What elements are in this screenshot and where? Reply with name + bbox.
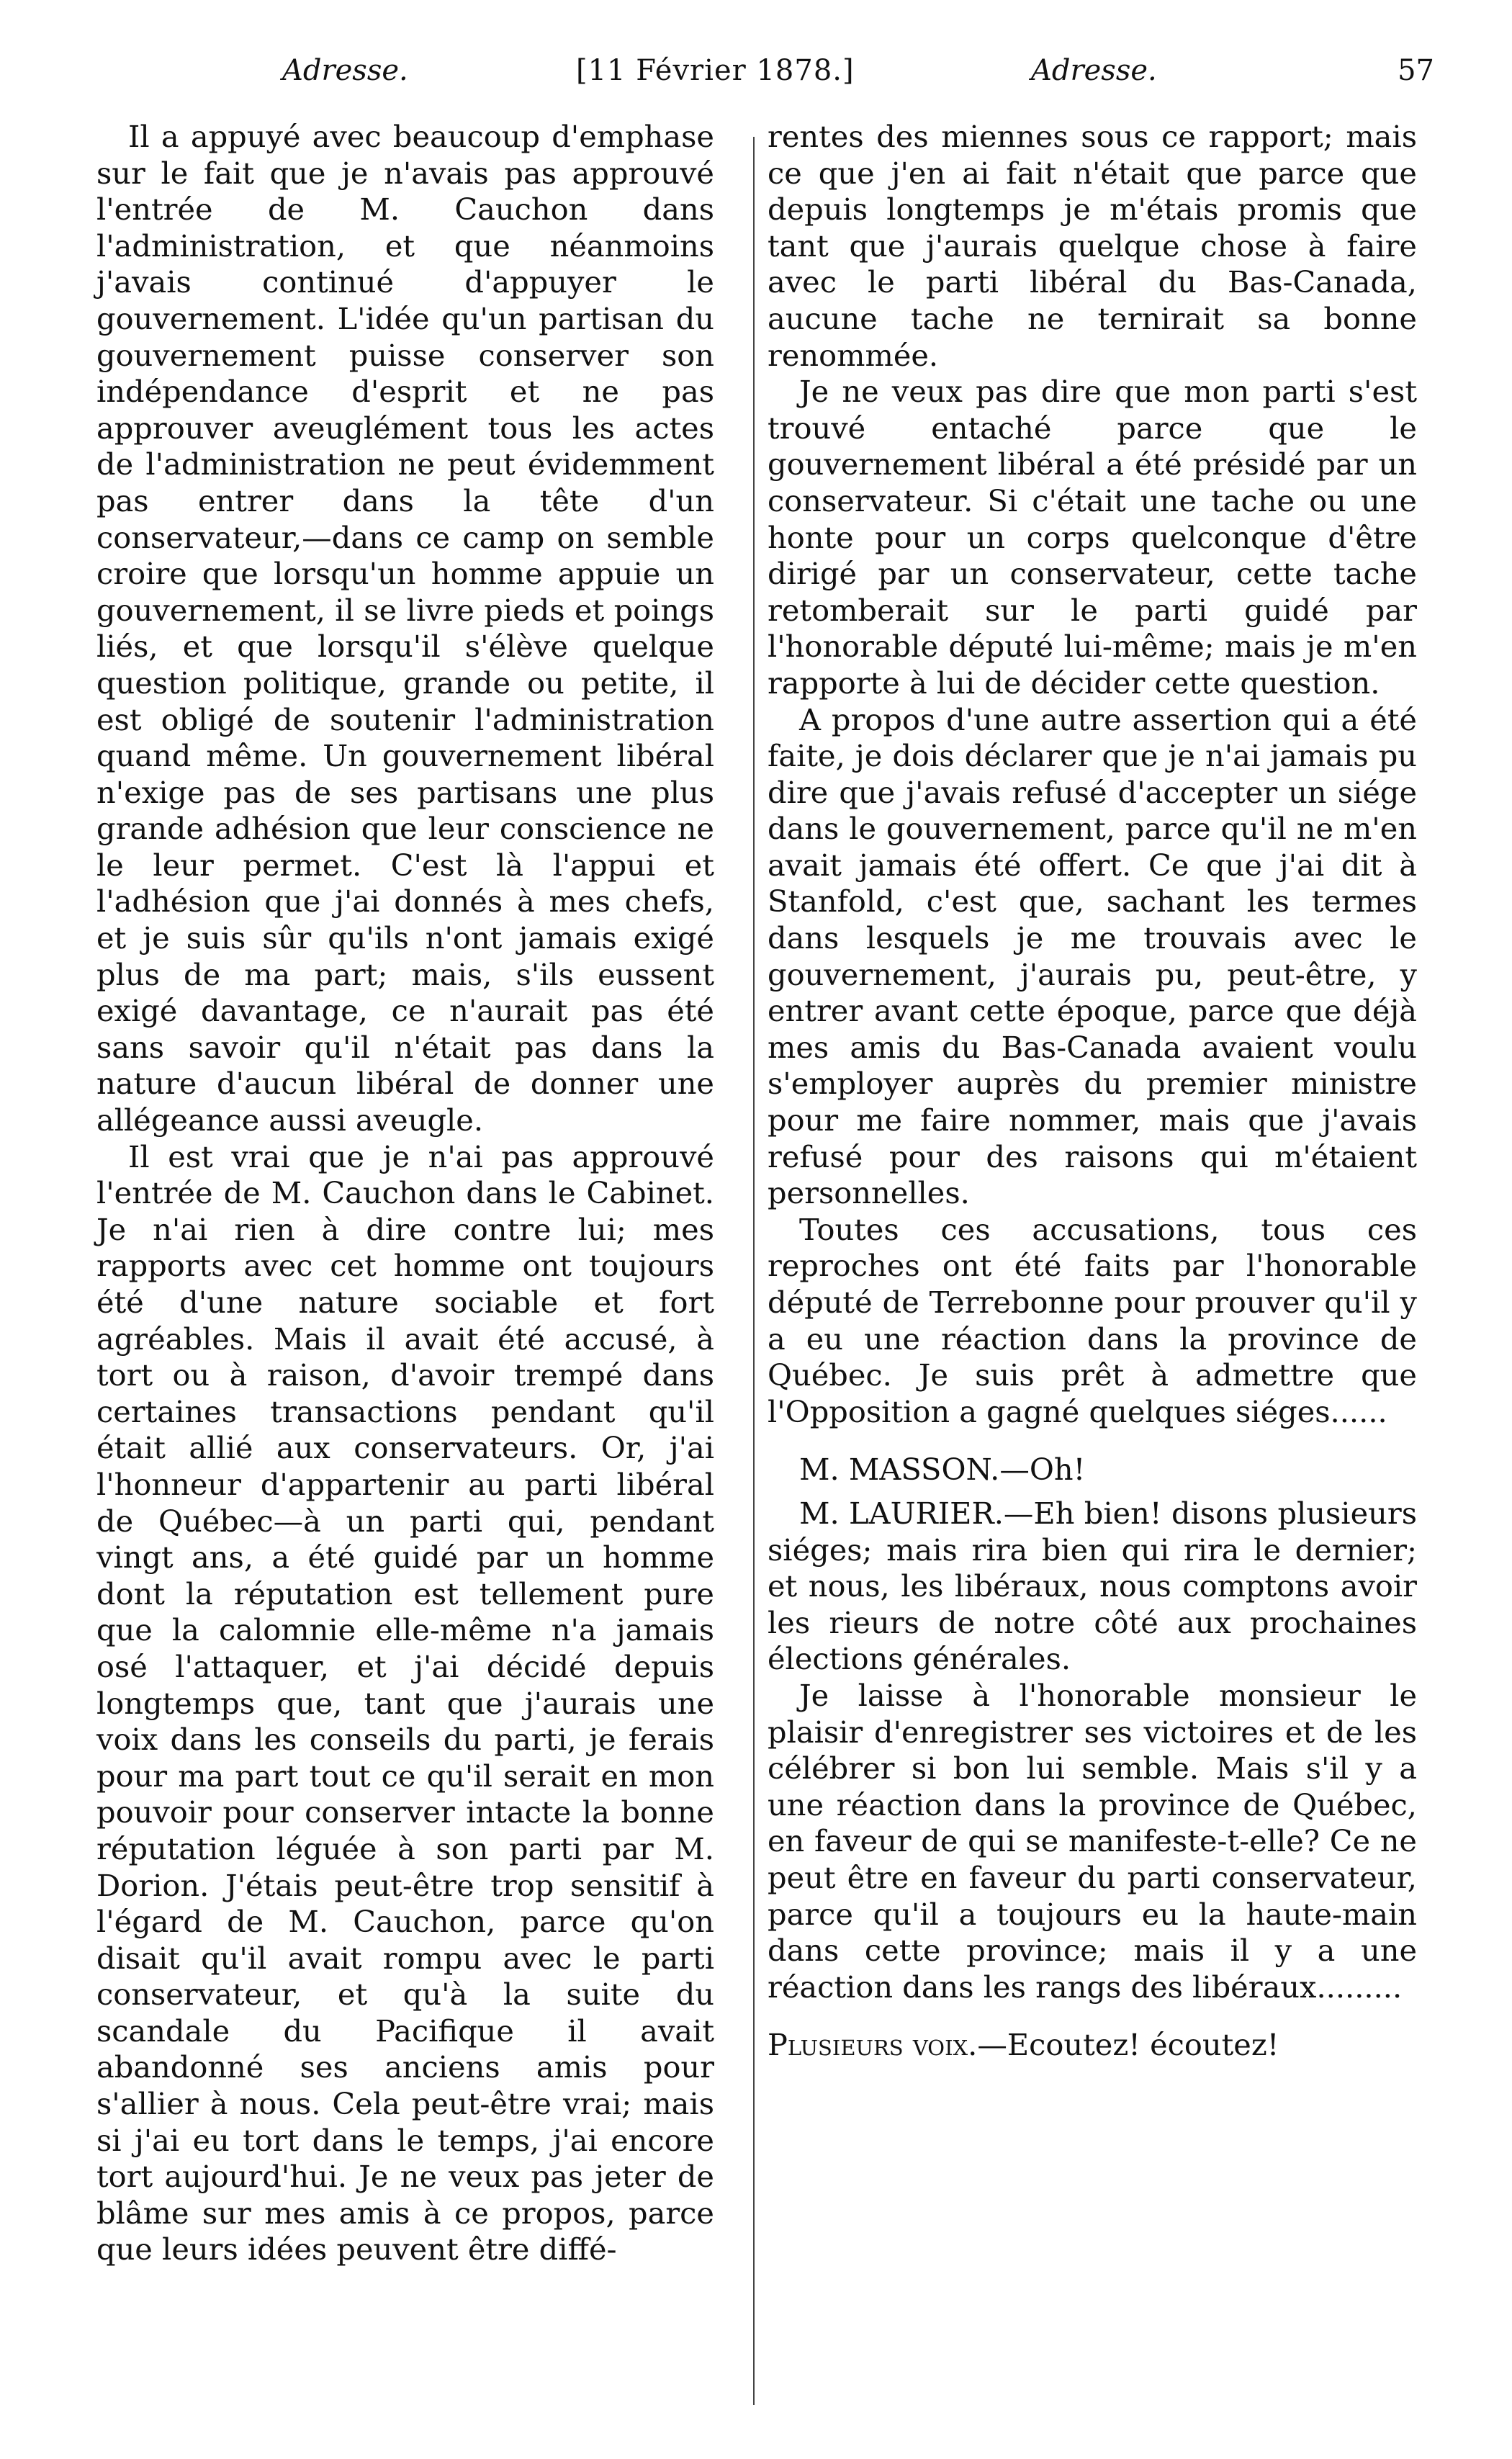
voices-line	[768, 2027, 1417, 2064]
speaker-interjection: M. MASSON.—Oh!	[799, 1452, 1086, 1488]
voices-label: Plusieurs voix.	[768, 2027, 978, 2063]
header-right-title: Adresse.	[1031, 54, 1157, 87]
header-left-title: Adresse.	[282, 54, 408, 87]
paragraph: Je ne veux pas dire que mon parti s'est trouvé entaché parce que le gouvernement libéral a été présidé par un conservateur. Si c'était une tache ou une honte pour un corps quelconque d'être dirigé par un conservateur, cette tache retomberait sur le parti guidé par l'honorable député lui-même; mais je m'en rapporte à lui de décider cette question.	[768, 374, 1417, 701]
paragraph: Il a appuyé avec beaucoup d'emphase sur le fait que je n'avais pas approuvé l'entrée de M. Cauchon dans l'administration, et que néanmoins j'avais continué d'appuyer le gouvernement. L'idée qu'un partisan du gouvernement puisse conserver son indépendance d'esprit et ne pas approuver aveuglément tous les actes de l'administration ne peut évidemment pas entrer dans la tête d'un conservateur,—dans ce camp on semble croire que lorsqu'un homme appuie un gouvernement, il se livre pieds et poings liés, et que lorsqu'il s'élève quelque question politique, grande ou petite, il est obligé de soutenir l'administration quand même. Un gouvernement libéral n'exige pas de ses partisans une plus grande adhésion que leur conscience ne le leur permet. C'est là l'appui et l'adhésion que j'ai donnés à mes chefs, et je suis sûr qu'ils n'ont jamais exigé plus de ma part; mais, s'ils eussent exigé davantage, ce n'aurait pas été sans savoir qu'il n'était pas dans la nature d'aucun libéral de donner une allégeance aussi aveugle.	[96, 119, 714, 1138]
paragraph: A propos d'une autre assertion qui a été faite, je dois déclarer que je n'ai jamais pu dire que j'avais refusé d'accepter un siége dans le gouvernement, parce qu'il ne m'en avait jamais été offert. Ce que j'ai dit à Stanfold, c'est que, sachant les termes dans lesquels je me trouvais avec le gouvernement, j'aurais pu, peut-être, y entrer avant cette époque, parce que déjà mes amis du Bas-Canada avaient voulu s'employer auprès du premier ministre pour me faire nommer, mais que j'avais refusé pour des raisons qui m'étaient personnelles.	[768, 701, 1417, 1211]
paragraph: Je laisse à l'honorable monsieur le plaisir d'enregistrer ses victoires et de les célébrer si bon lui semble. Mais s'il y a une réaction dans la province de Québec, en faveur de qui se manifeste-t-elle? Ce ne peut être en faveur du parti conservateur, parce qu'il a toujours eu la haute-main dans cette province; mais il y a une réaction dans les rangs des libéraux.........	[768, 1677, 1417, 2005]
page-number: 57	[1398, 54, 1434, 87]
paragraph-continuation: rentes des miennes sous ce rapport; mais ce que j'en ai fait n'était que parce que depuis longtemps je m'étais promis que tant que j'aurais quelque chose à faire avec le parti libéral du Bas-Canada, aucune tache ne ternirait sa bonne renommée.	[768, 119, 1417, 373]
running-header	[0, 49, 1512, 99]
speaker-speech: M. LAURIER.—Eh bien! disons plusieurs siéges; mais rira bien qui rira le dernier; et nous, les libéraux, nous comptons avoir les rieurs de notre côté aux prochaines élections générales.	[768, 1495, 1417, 1677]
right-column	[768, 119, 1417, 2064]
paragraph: Toutes ces accusations, tous ces reproches ont été faits par l'honorable député de Terrebonne pour prouver qu'il y a eu une réaction dans la province de Québec. Je suis prêt à admettre que l'Opposition a gagné quelques siéges......	[768, 1211, 1417, 1429]
left-column	[96, 119, 714, 2268]
voices-text: —Ecoutez! écoutez!	[977, 2027, 1279, 2063]
header-date: [11 Février 1878.]	[576, 54, 855, 87]
paragraph: Il est vrai que je n'ai pas approuvé l'entrée de M. Cauchon dans le Cabinet. Je n'ai rien à dire contre lui; mes rapports avec cet homme ont toujours été d'une nature sociable et fort agréables. Mais il avait été accusé, à tort ou à raison, d'avoir trempé dans certaines transactions pendant qu'il était allié aux conservateurs. Or, j'ai l'honneur d'appartenir au parti libéral de Québec—à un parti qui, pendant vingt ans, a été guidé par un homme dont la réputation est tellement pure que la calomnie elle-même n'a jamais osé l'attaquer, et j'ai décidé depuis longtemps que, tant que j'aurais une voix dans les conseils du parti, je ferais pour ma part tout ce qu'il serait en mon pouvoir pour conserver intacte la bonne réputation léguée à son parti par M. Dorion. J'étais peut-être trop sensitif à l'égard de M. Cauchon, parce qu'on disait qu'il avait rompu avec le parti conservateur, et qu'à la suite du scandale du Pacifique il avait abandonné ses anciens amis pour s'allier à nous. Cela peut-être vrai; mais si j'ai eu tort dans le temps, j'ai encore tort aujourd'hui. Je ne veux pas jeter de blâme sur mes amis à ce propos, parce que leurs idées peuvent être diffé-	[96, 1138, 714, 2267]
column-divider	[753, 137, 755, 2405]
